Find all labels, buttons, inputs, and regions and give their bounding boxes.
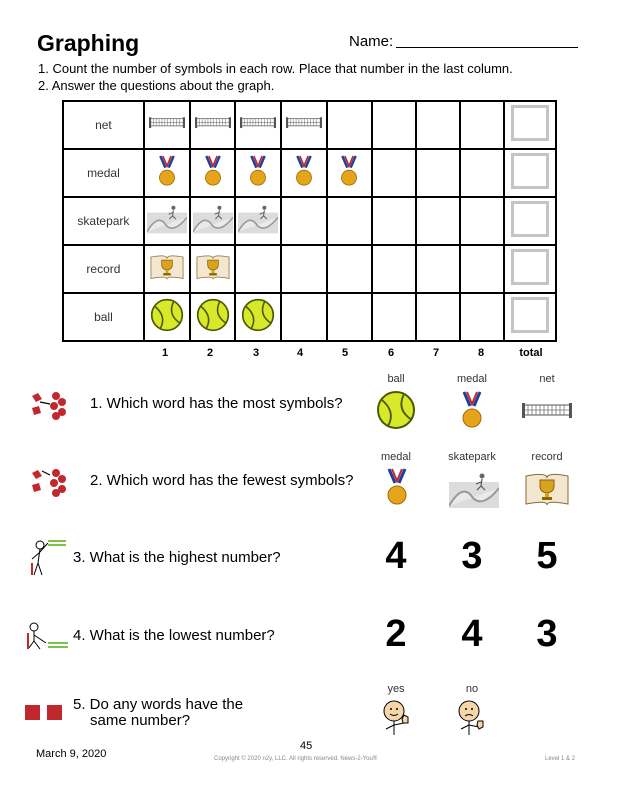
column-number: 2: [206, 347, 214, 359]
graph-cell: [327, 101, 372, 149]
graph-cell: [190, 149, 236, 197]
lowest-icon: [24, 617, 70, 653]
graph-cell: [372, 245, 416, 293]
square-icon-2: [47, 705, 62, 720]
graph-cell: [327, 245, 372, 293]
graph-cell: [416, 101, 460, 149]
column-number: 6: [387, 347, 395, 359]
medal-answer-2[interactable]: [385, 467, 409, 512]
highest-icon: [26, 537, 70, 577]
total-input-box[interactable]: [511, 297, 549, 333]
graph-cell: [190, 293, 236, 341]
question-5-line-2: same number?: [90, 712, 191, 729]
skatepark-icon: [147, 204, 187, 239]
medal-icon: [460, 390, 484, 430]
graph-row-net: [63, 101, 556, 149]
graph-cell: [235, 197, 281, 245]
graph-cell: [460, 197, 504, 245]
name-label: Name:: [349, 33, 394, 50]
graph-cell: [460, 101, 504, 149]
yes-answer[interactable]: [382, 699, 412, 744]
total-cell: [504, 197, 556, 245]
thumbs-down-face-icon: [457, 699, 487, 739]
instruction-2: 2. Answer the questions about the graph.: [38, 78, 275, 93]
answer-3c[interactable]: 5: [536, 535, 558, 577]
count-fewest-icon: [28, 467, 70, 497]
graph-cell: [281, 197, 327, 245]
question-5: 5. Do any words have the: [73, 696, 244, 713]
ball-icon: [196, 298, 230, 337]
medal-icon: [385, 467, 409, 507]
net-icon: [286, 115, 322, 136]
medal-icon: [203, 153, 223, 194]
graph-cell: [190, 245, 236, 293]
answer-2b-label: skatepark: [448, 451, 496, 463]
total-input-box[interactable]: [511, 105, 549, 141]
row-label: skatepark: [63, 197, 144, 245]
graph-row-record: [63, 245, 556, 293]
graph-cell: [281, 293, 327, 341]
answer-4b[interactable]: 4: [461, 613, 483, 655]
question-4: 4. What is the lowest number?: [73, 627, 275, 644]
medal-icon: [157, 153, 177, 194]
name-field[interactable]: [396, 47, 578, 48]
net-icon: [195, 115, 231, 136]
medal-icon: [248, 153, 268, 194]
medal-icon: [294, 153, 314, 194]
graph-cell: [460, 149, 504, 197]
row-label: ball: [63, 293, 144, 341]
graph-cell: [144, 293, 190, 341]
graph-cell: [416, 293, 460, 341]
answer-2c-label: record: [531, 451, 563, 463]
medal-answer[interactable]: [460, 390, 484, 435]
graph-cell: [460, 245, 504, 293]
graph-cell: [372, 101, 416, 149]
graph-cell: [372, 149, 416, 197]
row-label: medal: [63, 149, 144, 197]
total-column-label: total: [519, 347, 543, 359]
footer-copyright: Copyright © 2020 n2y, LLC. All rights reserved. News-2-You®: [214, 756, 378, 762]
footer-date: March 9, 2020: [36, 748, 107, 760]
graph-cell: [190, 197, 236, 245]
ball-answer[interactable]: [376, 390, 416, 435]
total-cell: [504, 293, 556, 341]
net-icon: [240, 115, 276, 136]
graph-cell: [144, 149, 190, 197]
graph-row-medal: [63, 149, 556, 197]
graph-row-skatepark: [63, 197, 556, 245]
total-input-box[interactable]: [511, 153, 549, 189]
graph-cell: [235, 149, 281, 197]
answer-2a-label: medal: [381, 451, 411, 463]
total-cell: [504, 245, 556, 293]
total-input-box[interactable]: [511, 249, 549, 285]
graph-cell: [372, 197, 416, 245]
question-1: 1. Which word has the most symbols?: [90, 395, 343, 412]
ball-icon: [241, 298, 275, 337]
answer-3a[interactable]: 4: [385, 535, 407, 577]
answer-4a[interactable]: 2: [385, 613, 407, 655]
graph-cell: [235, 101, 281, 149]
record-answer[interactable]: [525, 472, 569, 511]
count-most-icon: [28, 390, 70, 420]
question-3: 3. What is the highest number?: [73, 549, 281, 566]
graph-row-ball: [63, 293, 556, 341]
net-icon: [522, 402, 572, 420]
instruction-1: 1. Count the number of symbols in each row. Place that number in the last column.: [38, 61, 513, 76]
record-icon: [525, 472, 569, 506]
record-icon: [150, 254, 184, 285]
ball-icon: [376, 390, 416, 430]
graph-cell: [327, 197, 372, 245]
graph-cell: [235, 293, 281, 341]
footer-level: Level 1 & 2: [545, 756, 576, 762]
answer-5a-label: yes: [387, 683, 405, 695]
pictograph: [62, 100, 557, 342]
graph-cell: [144, 197, 190, 245]
row-label: net: [63, 101, 144, 149]
total-cell: [504, 149, 556, 197]
graph-cell: [281, 101, 327, 149]
answer-3b[interactable]: 3: [461, 535, 483, 577]
thumbs-up-face-icon: [382, 699, 412, 739]
skatepark-answer[interactable]: [449, 472, 499, 513]
graph-cell: [372, 293, 416, 341]
ball-icon: [150, 298, 184, 337]
graph-cell: [416, 245, 460, 293]
graph-cell: [460, 293, 504, 341]
column-number: 3: [252, 347, 260, 359]
footer-page-number: 45: [300, 740, 313, 752]
skatepark-icon: [193, 204, 233, 239]
graph-cell: [327, 149, 372, 197]
total-cell: [504, 101, 556, 149]
graph-cell: [416, 197, 460, 245]
answer-1c-label: net: [539, 373, 555, 385]
graph-cell: [327, 293, 372, 341]
column-number: 1: [161, 347, 169, 359]
row-label: record: [63, 245, 144, 293]
column-number: 8: [477, 347, 485, 359]
graph-cell: [281, 149, 327, 197]
answer-1b-label: medal: [457, 373, 487, 385]
graph-cell: [235, 245, 281, 293]
column-number: 5: [341, 347, 349, 359]
graph-cell: [144, 245, 190, 293]
graph-cell: [416, 149, 460, 197]
question-2: 2. Which word has the fewest symbols?: [90, 472, 354, 489]
graph-cell: [190, 101, 236, 149]
net-icon: [149, 115, 185, 136]
no-answer[interactable]: [457, 699, 487, 744]
total-input-box[interactable]: [511, 201, 549, 237]
record-icon: [196, 254, 230, 285]
square-icon-1: [25, 705, 40, 720]
column-number: 7: [432, 347, 440, 359]
skatepark-icon: [449, 472, 499, 508]
page-title: Graphing: [37, 30, 140, 56]
skatepark-icon: [238, 204, 278, 239]
medal-icon: [339, 153, 359, 194]
net-answer[interactable]: [522, 402, 572, 425]
column-number: 4: [296, 347, 304, 359]
answer-1a-label: ball: [387, 373, 405, 385]
answer-5b-label: no: [465, 683, 479, 695]
answer-4c[interactable]: 3: [536, 613, 558, 655]
graph-cell: [144, 101, 190, 149]
graph-cell: [281, 245, 327, 293]
